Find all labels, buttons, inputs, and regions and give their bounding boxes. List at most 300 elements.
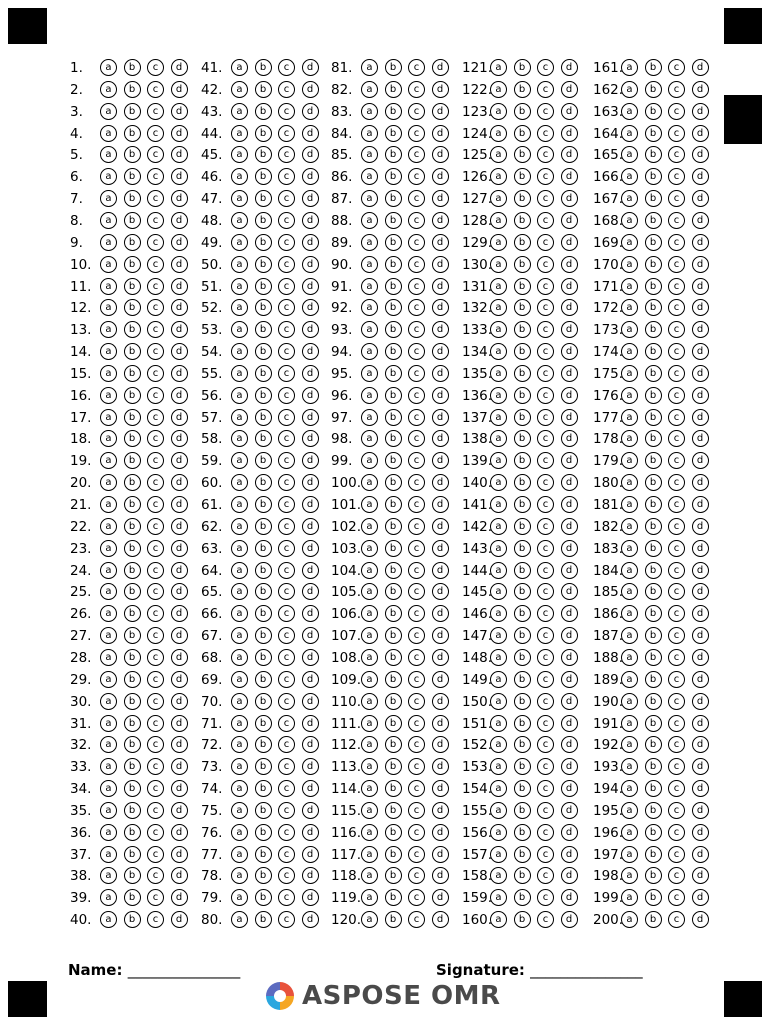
- answer-bubble-b[interactable]: b: [124, 190, 141, 207]
- answer-bubble-d[interactable]: d: [302, 867, 319, 884]
- answer-bubble-c[interactable]: c: [537, 496, 554, 513]
- answer-bubble-a[interactable]: a: [490, 627, 507, 644]
- answer-bubble-c[interactable]: c: [668, 212, 685, 229]
- answer-bubble-c[interactable]: c: [408, 824, 425, 841]
- answer-bubble-a[interactable]: a: [231, 693, 248, 710]
- answer-bubble-d[interactable]: d: [302, 518, 319, 535]
- answer-bubble-d[interactable]: d: [302, 540, 319, 557]
- answer-bubble-a[interactable]: a: [621, 387, 638, 404]
- answer-bubble-a[interactable]: a: [490, 605, 507, 622]
- answer-bubble-b[interactable]: b: [124, 736, 141, 753]
- answer-bubble-a[interactable]: a: [231, 802, 248, 819]
- answer-bubble-a[interactable]: a: [490, 562, 507, 579]
- answer-bubble-a[interactable]: a: [100, 583, 117, 600]
- answer-bubble-a[interactable]: a: [621, 889, 638, 906]
- answer-bubble-c[interactable]: c: [147, 409, 164, 426]
- answer-bubble-a[interactable]: a: [361, 409, 378, 426]
- answer-bubble-c[interactable]: c: [278, 168, 295, 185]
- answer-bubble-b[interactable]: b: [645, 583, 662, 600]
- answer-bubble-d[interactable]: d: [432, 518, 449, 535]
- answer-bubble-d[interactable]: d: [302, 387, 319, 404]
- answer-bubble-d[interactable]: d: [171, 540, 188, 557]
- answer-bubble-d[interactable]: d: [561, 387, 578, 404]
- answer-bubble-c[interactable]: c: [147, 889, 164, 906]
- answer-bubble-c[interactable]: c: [668, 190, 685, 207]
- answer-bubble-a[interactable]: a: [361, 256, 378, 273]
- answer-bubble-b[interactable]: b: [645, 474, 662, 491]
- answer-bubble-c[interactable]: c: [537, 81, 554, 98]
- answer-bubble-b[interactable]: b: [255, 911, 272, 928]
- answer-bubble-b[interactable]: b: [255, 234, 272, 251]
- answer-bubble-d[interactable]: d: [302, 496, 319, 513]
- answer-bubble-a[interactable]: a: [231, 256, 248, 273]
- answer-bubble-b[interactable]: b: [385, 802, 402, 819]
- answer-bubble-c[interactable]: c: [668, 715, 685, 732]
- answer-bubble-a[interactable]: a: [490, 409, 507, 426]
- answer-bubble-c[interactable]: c: [278, 474, 295, 491]
- answer-bubble-c[interactable]: c: [668, 234, 685, 251]
- answer-bubble-b[interactable]: b: [255, 649, 272, 666]
- answer-bubble-b[interactable]: b: [255, 671, 272, 688]
- answer-bubble-d[interactable]: d: [432, 256, 449, 273]
- answer-bubble-d[interactable]: d: [692, 824, 709, 841]
- answer-bubble-a[interactable]: a: [490, 671, 507, 688]
- answer-bubble-a[interactable]: a: [361, 365, 378, 382]
- answer-bubble-d[interactable]: d: [692, 605, 709, 622]
- answer-bubble-b[interactable]: b: [385, 540, 402, 557]
- answer-bubble-c[interactable]: c: [668, 146, 685, 163]
- answer-bubble-b[interactable]: b: [514, 736, 531, 753]
- answer-bubble-b[interactable]: b: [514, 671, 531, 688]
- answer-bubble-b[interactable]: b: [124, 168, 141, 185]
- answer-bubble-a[interactable]: a: [231, 212, 248, 229]
- answer-bubble-d[interactable]: d: [432, 212, 449, 229]
- answer-bubble-c[interactable]: c: [278, 540, 295, 557]
- answer-bubble-d[interactable]: d: [171, 125, 188, 142]
- answer-bubble-d[interactable]: d: [561, 867, 578, 884]
- answer-bubble-b[interactable]: b: [255, 562, 272, 579]
- answer-bubble-d[interactable]: d: [692, 343, 709, 360]
- answer-bubble-a[interactable]: a: [231, 321, 248, 338]
- answer-bubble-d[interactable]: d: [692, 81, 709, 98]
- answer-bubble-b[interactable]: b: [255, 343, 272, 360]
- answer-bubble-d[interactable]: d: [692, 540, 709, 557]
- answer-bubble-c[interactable]: c: [147, 496, 164, 513]
- answer-bubble-b[interactable]: b: [124, 693, 141, 710]
- answer-bubble-c[interactable]: c: [537, 802, 554, 819]
- answer-bubble-a[interactable]: a: [361, 168, 378, 185]
- answer-bubble-c[interactable]: c: [668, 278, 685, 295]
- answer-bubble-c[interactable]: c: [147, 693, 164, 710]
- answer-bubble-c[interactable]: c: [537, 780, 554, 797]
- answer-bubble-a[interactable]: a: [361, 911, 378, 928]
- answer-bubble-c[interactable]: c: [408, 562, 425, 579]
- answer-bubble-c[interactable]: c: [147, 583, 164, 600]
- answer-bubble-b[interactable]: b: [124, 321, 141, 338]
- answer-bubble-c[interactable]: c: [278, 758, 295, 775]
- answer-bubble-b[interactable]: b: [385, 605, 402, 622]
- answer-bubble-b[interactable]: b: [645, 605, 662, 622]
- answer-bubble-d[interactable]: d: [171, 911, 188, 928]
- answer-bubble-b[interactable]: b: [124, 365, 141, 382]
- answer-bubble-c[interactable]: c: [147, 627, 164, 644]
- answer-bubble-a[interactable]: a: [490, 824, 507, 841]
- answer-bubble-c[interactable]: c: [147, 562, 164, 579]
- answer-bubble-c[interactable]: c: [278, 889, 295, 906]
- answer-bubble-c[interactable]: c: [537, 889, 554, 906]
- answer-bubble-b[interactable]: b: [385, 168, 402, 185]
- answer-bubble-c[interactable]: c: [668, 889, 685, 906]
- answer-bubble-b[interactable]: b: [255, 452, 272, 469]
- answer-bubble-b[interactable]: b: [514, 146, 531, 163]
- answer-bubble-a[interactable]: a: [621, 146, 638, 163]
- answer-bubble-b[interactable]: b: [124, 496, 141, 513]
- answer-bubble-b[interactable]: b: [514, 627, 531, 644]
- answer-bubble-c[interactable]: c: [537, 103, 554, 120]
- answer-bubble-b[interactable]: b: [645, 81, 662, 98]
- answer-bubble-c[interactable]: c: [668, 430, 685, 447]
- answer-bubble-b[interactable]: b: [645, 430, 662, 447]
- answer-bubble-d[interactable]: d: [561, 780, 578, 797]
- answer-bubble-d[interactable]: d: [432, 146, 449, 163]
- answer-bubble-d[interactable]: d: [171, 867, 188, 884]
- answer-bubble-a[interactable]: a: [100, 518, 117, 535]
- answer-bubble-b[interactable]: b: [124, 212, 141, 229]
- answer-bubble-b[interactable]: b: [645, 518, 662, 535]
- answer-bubble-c[interactable]: c: [278, 299, 295, 316]
- answer-bubble-b[interactable]: b: [514, 562, 531, 579]
- answer-bubble-d[interactable]: d: [561, 59, 578, 76]
- answer-bubble-b[interactable]: b: [514, 540, 531, 557]
- answer-bubble-b[interactable]: b: [385, 212, 402, 229]
- answer-bubble-d[interactable]: d: [432, 190, 449, 207]
- answer-bubble-b[interactable]: b: [514, 824, 531, 841]
- answer-bubble-d[interactable]: d: [561, 474, 578, 491]
- answer-bubble-c[interactable]: c: [408, 343, 425, 360]
- answer-bubble-a[interactable]: a: [361, 430, 378, 447]
- answer-bubble-b[interactable]: b: [645, 343, 662, 360]
- answer-bubble-a[interactable]: a: [621, 518, 638, 535]
- answer-bubble-d[interactable]: d: [561, 562, 578, 579]
- answer-bubble-d[interactable]: d: [432, 81, 449, 98]
- answer-bubble-c[interactable]: c: [278, 736, 295, 753]
- answer-bubble-b[interactable]: b: [124, 758, 141, 775]
- answer-bubble-b[interactable]: b: [385, 387, 402, 404]
- answer-bubble-a[interactable]: a: [361, 627, 378, 644]
- answer-bubble-a[interactable]: a: [100, 299, 117, 316]
- answer-bubble-b[interactable]: b: [645, 256, 662, 273]
- answer-bubble-a[interactable]: a: [100, 649, 117, 666]
- answer-bubble-a[interactable]: a: [100, 452, 117, 469]
- answer-bubble-c[interactable]: c: [537, 627, 554, 644]
- answer-bubble-b[interactable]: b: [385, 146, 402, 163]
- answer-bubble-d[interactable]: d: [692, 736, 709, 753]
- answer-bubble-c[interactable]: c: [668, 299, 685, 316]
- answer-bubble-b[interactable]: b: [385, 430, 402, 447]
- answer-bubble-a[interactable]: a: [100, 59, 117, 76]
- answer-bubble-d[interactable]: d: [692, 387, 709, 404]
- answer-bubble-a[interactable]: a: [621, 278, 638, 295]
- answer-bubble-a[interactable]: a: [490, 736, 507, 753]
- answer-bubble-b[interactable]: b: [514, 299, 531, 316]
- answer-bubble-a[interactable]: a: [100, 736, 117, 753]
- answer-bubble-d[interactable]: d: [171, 103, 188, 120]
- answer-bubble-b[interactable]: b: [255, 103, 272, 120]
- answer-bubble-a[interactable]: a: [231, 583, 248, 600]
- answer-bubble-c[interactable]: c: [668, 409, 685, 426]
- answer-bubble-a[interactable]: a: [361, 299, 378, 316]
- answer-bubble-b[interactable]: b: [255, 693, 272, 710]
- answer-bubble-c[interactable]: c: [278, 409, 295, 426]
- answer-bubble-b[interactable]: b: [124, 649, 141, 666]
- answer-bubble-b[interactable]: b: [514, 496, 531, 513]
- answer-bubble-d[interactable]: d: [561, 103, 578, 120]
- answer-bubble-a[interactable]: a: [100, 212, 117, 229]
- answer-bubble-d[interactable]: d: [171, 715, 188, 732]
- answer-bubble-c[interactable]: c: [408, 234, 425, 251]
- answer-bubble-b[interactable]: b: [385, 103, 402, 120]
- answer-bubble-b[interactable]: b: [124, 474, 141, 491]
- answer-bubble-b[interactable]: b: [514, 867, 531, 884]
- answer-bubble-b[interactable]: b: [255, 824, 272, 841]
- answer-bubble-a[interactable]: a: [231, 365, 248, 382]
- answer-bubble-a[interactable]: a: [490, 343, 507, 360]
- answer-bubble-a[interactable]: a: [621, 81, 638, 98]
- answer-bubble-b[interactable]: b: [124, 256, 141, 273]
- answer-bubble-c[interactable]: c: [537, 409, 554, 426]
- answer-bubble-a[interactable]: a: [621, 103, 638, 120]
- answer-bubble-d[interactable]: d: [171, 168, 188, 185]
- answer-bubble-d[interactable]: d: [692, 715, 709, 732]
- answer-bubble-b[interactable]: b: [385, 583, 402, 600]
- answer-bubble-d[interactable]: d: [171, 649, 188, 666]
- answer-bubble-c[interactable]: c: [408, 846, 425, 863]
- answer-bubble-d[interactable]: d: [171, 365, 188, 382]
- answer-bubble-a[interactable]: a: [231, 409, 248, 426]
- answer-bubble-c[interactable]: c: [278, 103, 295, 120]
- answer-bubble-c[interactable]: c: [668, 649, 685, 666]
- answer-bubble-b[interactable]: b: [255, 605, 272, 622]
- answer-bubble-a[interactable]: a: [621, 496, 638, 513]
- answer-bubble-c[interactable]: c: [408, 299, 425, 316]
- answer-bubble-c[interactable]: c: [537, 474, 554, 491]
- answer-bubble-c[interactable]: c: [408, 103, 425, 120]
- answer-bubble-a[interactable]: a: [100, 824, 117, 841]
- answer-bubble-d[interactable]: d: [302, 321, 319, 338]
- answer-bubble-a[interactable]: a: [231, 146, 248, 163]
- answer-bubble-d[interactable]: d: [432, 387, 449, 404]
- answer-bubble-a[interactable]: a: [361, 736, 378, 753]
- answer-bubble-d[interactable]: d: [692, 168, 709, 185]
- answer-bubble-d[interactable]: d: [171, 212, 188, 229]
- answer-bubble-b[interactable]: b: [645, 802, 662, 819]
- name-line[interactable]: _______________: [127, 961, 241, 979]
- answer-bubble-b[interactable]: b: [514, 518, 531, 535]
- answer-bubble-b[interactable]: b: [645, 824, 662, 841]
- answer-bubble-d[interactable]: d: [692, 234, 709, 251]
- answer-bubble-a[interactable]: a: [231, 387, 248, 404]
- answer-bubble-c[interactable]: c: [537, 693, 554, 710]
- answer-bubble-a[interactable]: a: [231, 867, 248, 884]
- answer-bubble-b[interactable]: b: [255, 802, 272, 819]
- answer-bubble-c[interactable]: c: [668, 802, 685, 819]
- answer-bubble-d[interactable]: d: [692, 103, 709, 120]
- answer-bubble-a[interactable]: a: [231, 278, 248, 295]
- answer-bubble-a[interactable]: a: [621, 583, 638, 600]
- answer-bubble-c[interactable]: c: [147, 190, 164, 207]
- answer-bubble-d[interactable]: d: [302, 758, 319, 775]
- answer-bubble-c[interactable]: c: [278, 59, 295, 76]
- answer-bubble-a[interactable]: a: [231, 627, 248, 644]
- answer-bubble-a[interactable]: a: [231, 234, 248, 251]
- answer-bubble-a[interactable]: a: [100, 693, 117, 710]
- answer-bubble-b[interactable]: b: [385, 343, 402, 360]
- answer-bubble-a[interactable]: a: [231, 190, 248, 207]
- answer-bubble-b[interactable]: b: [255, 409, 272, 426]
- answer-bubble-a[interactable]: a: [361, 715, 378, 732]
- answer-bubble-b[interactable]: b: [645, 496, 662, 513]
- answer-bubble-a[interactable]: a: [100, 146, 117, 163]
- answer-bubble-a[interactable]: a: [621, 846, 638, 863]
- answer-bubble-a[interactable]: a: [231, 562, 248, 579]
- answer-bubble-a[interactable]: a: [621, 256, 638, 273]
- answer-bubble-c[interactable]: c: [408, 627, 425, 644]
- answer-bubble-c[interactable]: c: [668, 125, 685, 142]
- answer-bubble-d[interactable]: d: [302, 103, 319, 120]
- answer-bubble-a[interactable]: a: [490, 81, 507, 98]
- answer-bubble-b[interactable]: b: [514, 59, 531, 76]
- answer-bubble-d[interactable]: d: [171, 889, 188, 906]
- answer-bubble-a[interactable]: a: [361, 649, 378, 666]
- answer-bubble-b[interactable]: b: [385, 693, 402, 710]
- answer-bubble-d[interactable]: d: [171, 627, 188, 644]
- answer-bubble-b[interactable]: b: [514, 409, 531, 426]
- answer-bubble-c[interactable]: c: [537, 846, 554, 863]
- answer-bubble-c[interactable]: c: [278, 387, 295, 404]
- answer-bubble-c[interactable]: c: [668, 256, 685, 273]
- answer-bubble-c[interactable]: c: [668, 583, 685, 600]
- answer-bubble-c[interactable]: c: [278, 212, 295, 229]
- answer-bubble-a[interactable]: a: [231, 452, 248, 469]
- answer-bubble-b[interactable]: b: [385, 867, 402, 884]
- answer-bubble-c[interactable]: c: [147, 605, 164, 622]
- answer-bubble-c[interactable]: c: [537, 365, 554, 382]
- answer-bubble-d[interactable]: d: [432, 671, 449, 688]
- answer-bubble-d[interactable]: d: [692, 190, 709, 207]
- answer-bubble-c[interactable]: c: [408, 125, 425, 142]
- answer-bubble-a[interactable]: a: [490, 146, 507, 163]
- answer-bubble-d[interactable]: d: [561, 125, 578, 142]
- answer-bubble-a[interactable]: a: [100, 103, 117, 120]
- answer-bubble-c[interactable]: c: [408, 365, 425, 382]
- answer-bubble-a[interactable]: a: [231, 430, 248, 447]
- answer-bubble-d[interactable]: d: [561, 343, 578, 360]
- answer-bubble-d[interactable]: d: [302, 583, 319, 600]
- answer-bubble-c[interactable]: c: [147, 387, 164, 404]
- answer-bubble-b[interactable]: b: [645, 562, 662, 579]
- answer-bubble-c[interactable]: c: [408, 409, 425, 426]
- answer-bubble-c[interactable]: c: [408, 321, 425, 338]
- answer-bubble-d[interactable]: d: [692, 649, 709, 666]
- answer-bubble-d[interactable]: d: [171, 321, 188, 338]
- answer-bubble-a[interactable]: a: [100, 387, 117, 404]
- answer-bubble-a[interactable]: a: [100, 234, 117, 251]
- answer-bubble-c[interactable]: c: [668, 103, 685, 120]
- answer-bubble-b[interactable]: b: [645, 59, 662, 76]
- answer-bubble-b[interactable]: b: [124, 234, 141, 251]
- answer-bubble-d[interactable]: d: [561, 605, 578, 622]
- answer-bubble-d[interactable]: d: [432, 693, 449, 710]
- answer-bubble-a[interactable]: a: [490, 125, 507, 142]
- answer-bubble-a[interactable]: a: [100, 496, 117, 513]
- answer-bubble-b[interactable]: b: [514, 758, 531, 775]
- answer-bubble-c[interactable]: c: [668, 496, 685, 513]
- answer-bubble-b[interactable]: b: [124, 671, 141, 688]
- answer-bubble-c[interactable]: c: [668, 867, 685, 884]
- answer-bubble-d[interactable]: d: [561, 278, 578, 295]
- answer-bubble-b[interactable]: b: [385, 190, 402, 207]
- answer-bubble-c[interactable]: c: [537, 343, 554, 360]
- answer-bubble-d[interactable]: d: [171, 562, 188, 579]
- answer-bubble-a[interactable]: a: [100, 627, 117, 644]
- answer-bubble-a[interactable]: a: [361, 824, 378, 841]
- answer-bubble-d[interactable]: d: [171, 824, 188, 841]
- answer-bubble-b[interactable]: b: [385, 824, 402, 841]
- answer-bubble-c[interactable]: c: [278, 125, 295, 142]
- answer-bubble-d[interactable]: d: [432, 758, 449, 775]
- answer-bubble-b[interactable]: b: [645, 409, 662, 426]
- answer-bubble-d[interactable]: d: [432, 321, 449, 338]
- answer-bubble-c[interactable]: c: [668, 693, 685, 710]
- answer-bubble-a[interactable]: a: [490, 867, 507, 884]
- answer-bubble-a[interactable]: a: [490, 780, 507, 797]
- answer-bubble-b[interactable]: b: [385, 321, 402, 338]
- answer-bubble-d[interactable]: d: [171, 671, 188, 688]
- answer-bubble-b[interactable]: b: [514, 780, 531, 797]
- answer-bubble-b[interactable]: b: [645, 299, 662, 316]
- answer-bubble-a[interactable]: a: [100, 365, 117, 382]
- answer-bubble-a[interactable]: a: [621, 212, 638, 229]
- answer-bubble-c[interactable]: c: [668, 474, 685, 491]
- answer-bubble-d[interactable]: d: [171, 430, 188, 447]
- answer-bubble-d[interactable]: d: [561, 824, 578, 841]
- answer-bubble-c[interactable]: c: [408, 146, 425, 163]
- answer-bubble-c[interactable]: c: [278, 824, 295, 841]
- answer-bubble-c[interactable]: c: [278, 234, 295, 251]
- answer-bubble-c[interactable]: c: [147, 671, 164, 688]
- answer-bubble-d[interactable]: d: [171, 387, 188, 404]
- answer-bubble-c[interactable]: c: [408, 190, 425, 207]
- answer-bubble-d[interactable]: d: [171, 780, 188, 797]
- answer-bubble-a[interactable]: a: [621, 911, 638, 928]
- answer-bubble-d[interactable]: d: [561, 649, 578, 666]
- answer-bubble-c[interactable]: c: [278, 867, 295, 884]
- answer-bubble-c[interactable]: c: [278, 671, 295, 688]
- answer-bubble-b[interactable]: b: [385, 256, 402, 273]
- answer-bubble-b[interactable]: b: [124, 867, 141, 884]
- answer-bubble-b[interactable]: b: [645, 387, 662, 404]
- answer-bubble-d[interactable]: d: [692, 365, 709, 382]
- answer-bubble-a[interactable]: a: [490, 758, 507, 775]
- answer-bubble-b[interactable]: b: [255, 125, 272, 142]
- answer-bubble-a[interactable]: a: [621, 234, 638, 251]
- answer-bubble-b[interactable]: b: [514, 583, 531, 600]
- answer-bubble-a[interactable]: a: [621, 715, 638, 732]
- answer-bubble-c[interactable]: c: [408, 452, 425, 469]
- answer-bubble-c[interactable]: c: [408, 911, 425, 928]
- answer-bubble-b[interactable]: b: [645, 911, 662, 928]
- answer-bubble-b[interactable]: b: [514, 846, 531, 863]
